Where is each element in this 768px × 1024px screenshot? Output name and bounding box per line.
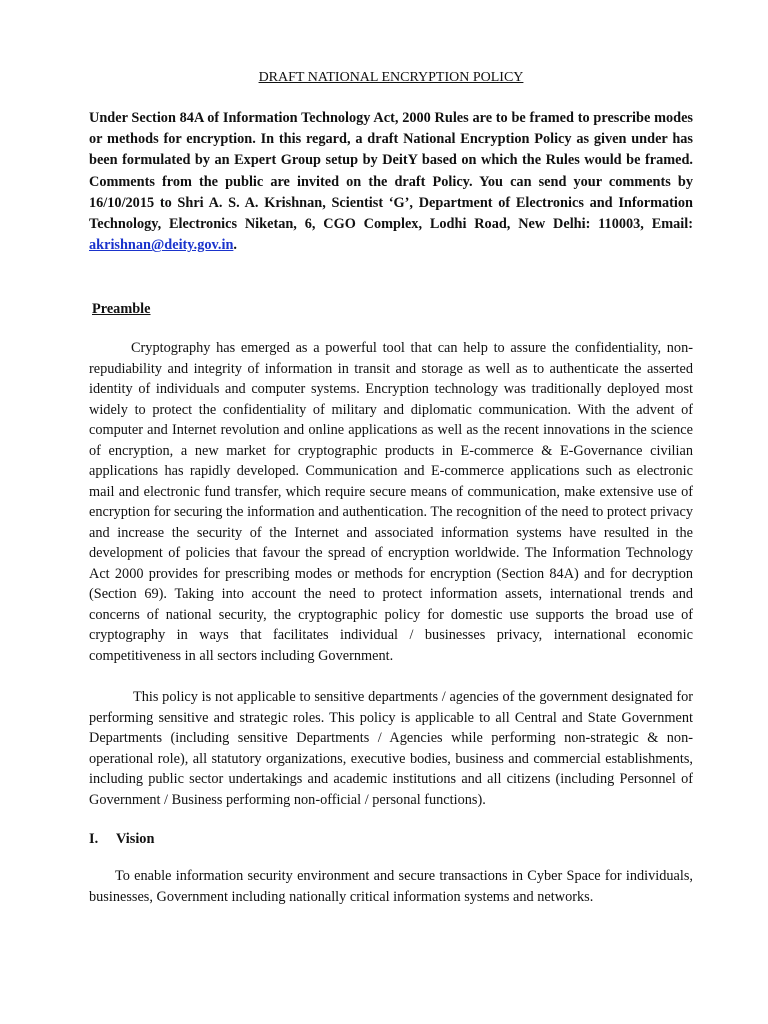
intro-end: . [233,237,237,254]
preamble-paragraph-1: Cryptography has emerged as a powerful tool that can help to assure the confidentiality, non-repudiability and integrity of information in transit and storage as well as to authenticate the asserted identity of individuals and computer systems. Encryption technology was traditionally deployed most widely to protect the confidentiality of military and diplomatic communication. With the advent of computer and Internet revolution and online applications as well as the recent innovations in the science of encryption, a new market for cryptographic products in E-commerce & E-Governance civilian applications has rapidly developed. Communication and E-commerce applications such as electronic mail and electronic fund transfer, which require secure means of communication, make extensive use of encryption for securing the information and authentication. The recognition of the need to protect privacy and increase the security of the Internet and associated information systems have resulted in the development of policies that favour the spread of encryption worldwide. The Information Technology Act 2000 provides for prescribing modes or methods for encryption (Section 84A) and for decryption (Section 69). Taking into account the need to protect information assets, international trends and concerns of national security, the cryptographic policy for domestic use supports the broad use of cryptography in ways that facilitates individual / businesses privacy, international economic competitiveness in all sectors including Government. [89,340,693,664]
intro-paragraph [89,108,693,256]
section-number: I. [89,831,99,848]
section-title: Vision [116,831,155,848]
email-link[interactable]: akrishnan@deity.gov.in [89,237,234,254]
section-heading-vision [89,829,693,849]
document-title: DRAFT NATIONAL ENCRYPTION POLICY [258,70,524,85]
preamble-heading: Preamble [92,301,151,318]
intro-text: Under Section 84A of Information Technology Act, 2000 Rules are to be framed to prescribe modes or methods for encryption. In this regard, a draft National Encryption Policy as given under has been formulated by an Expert Group setup by DeitY based on which the Rules would be framed. Comments from the public are invited on the draft Policy. You can send your comments by 16/10/2015 to Shri A. S. A. Krishnan, Scientist ‘G’, Department of Electronics and Information Technology, Electronics Niketan, 6, CGO Complex, Lodhi Road, New Delhi: 110003, Email: [89,110,693,233]
document-page [89,68,693,907]
preamble-paragraph-2: This policy is not applicable to sensitive departments / agencies of the government designated for performing sensitive and strategic roles. This policy is applicable to all Central and State Government Departments (including sensitive Departments / Agencies while performing non-strategic & non-operational role), all statutory organizations, executive bodies, business and commercial establishments, including public sector undertakings and academic institutions and all citizens (including Personnel of Government / Business performing non-official / personal functions). [89,689,693,808]
vision-paragraph: To enable information security environment and secure transactions in Cyber Space for individuals, businesses, Government including nationally critical information systems and networks. [89,868,693,905]
